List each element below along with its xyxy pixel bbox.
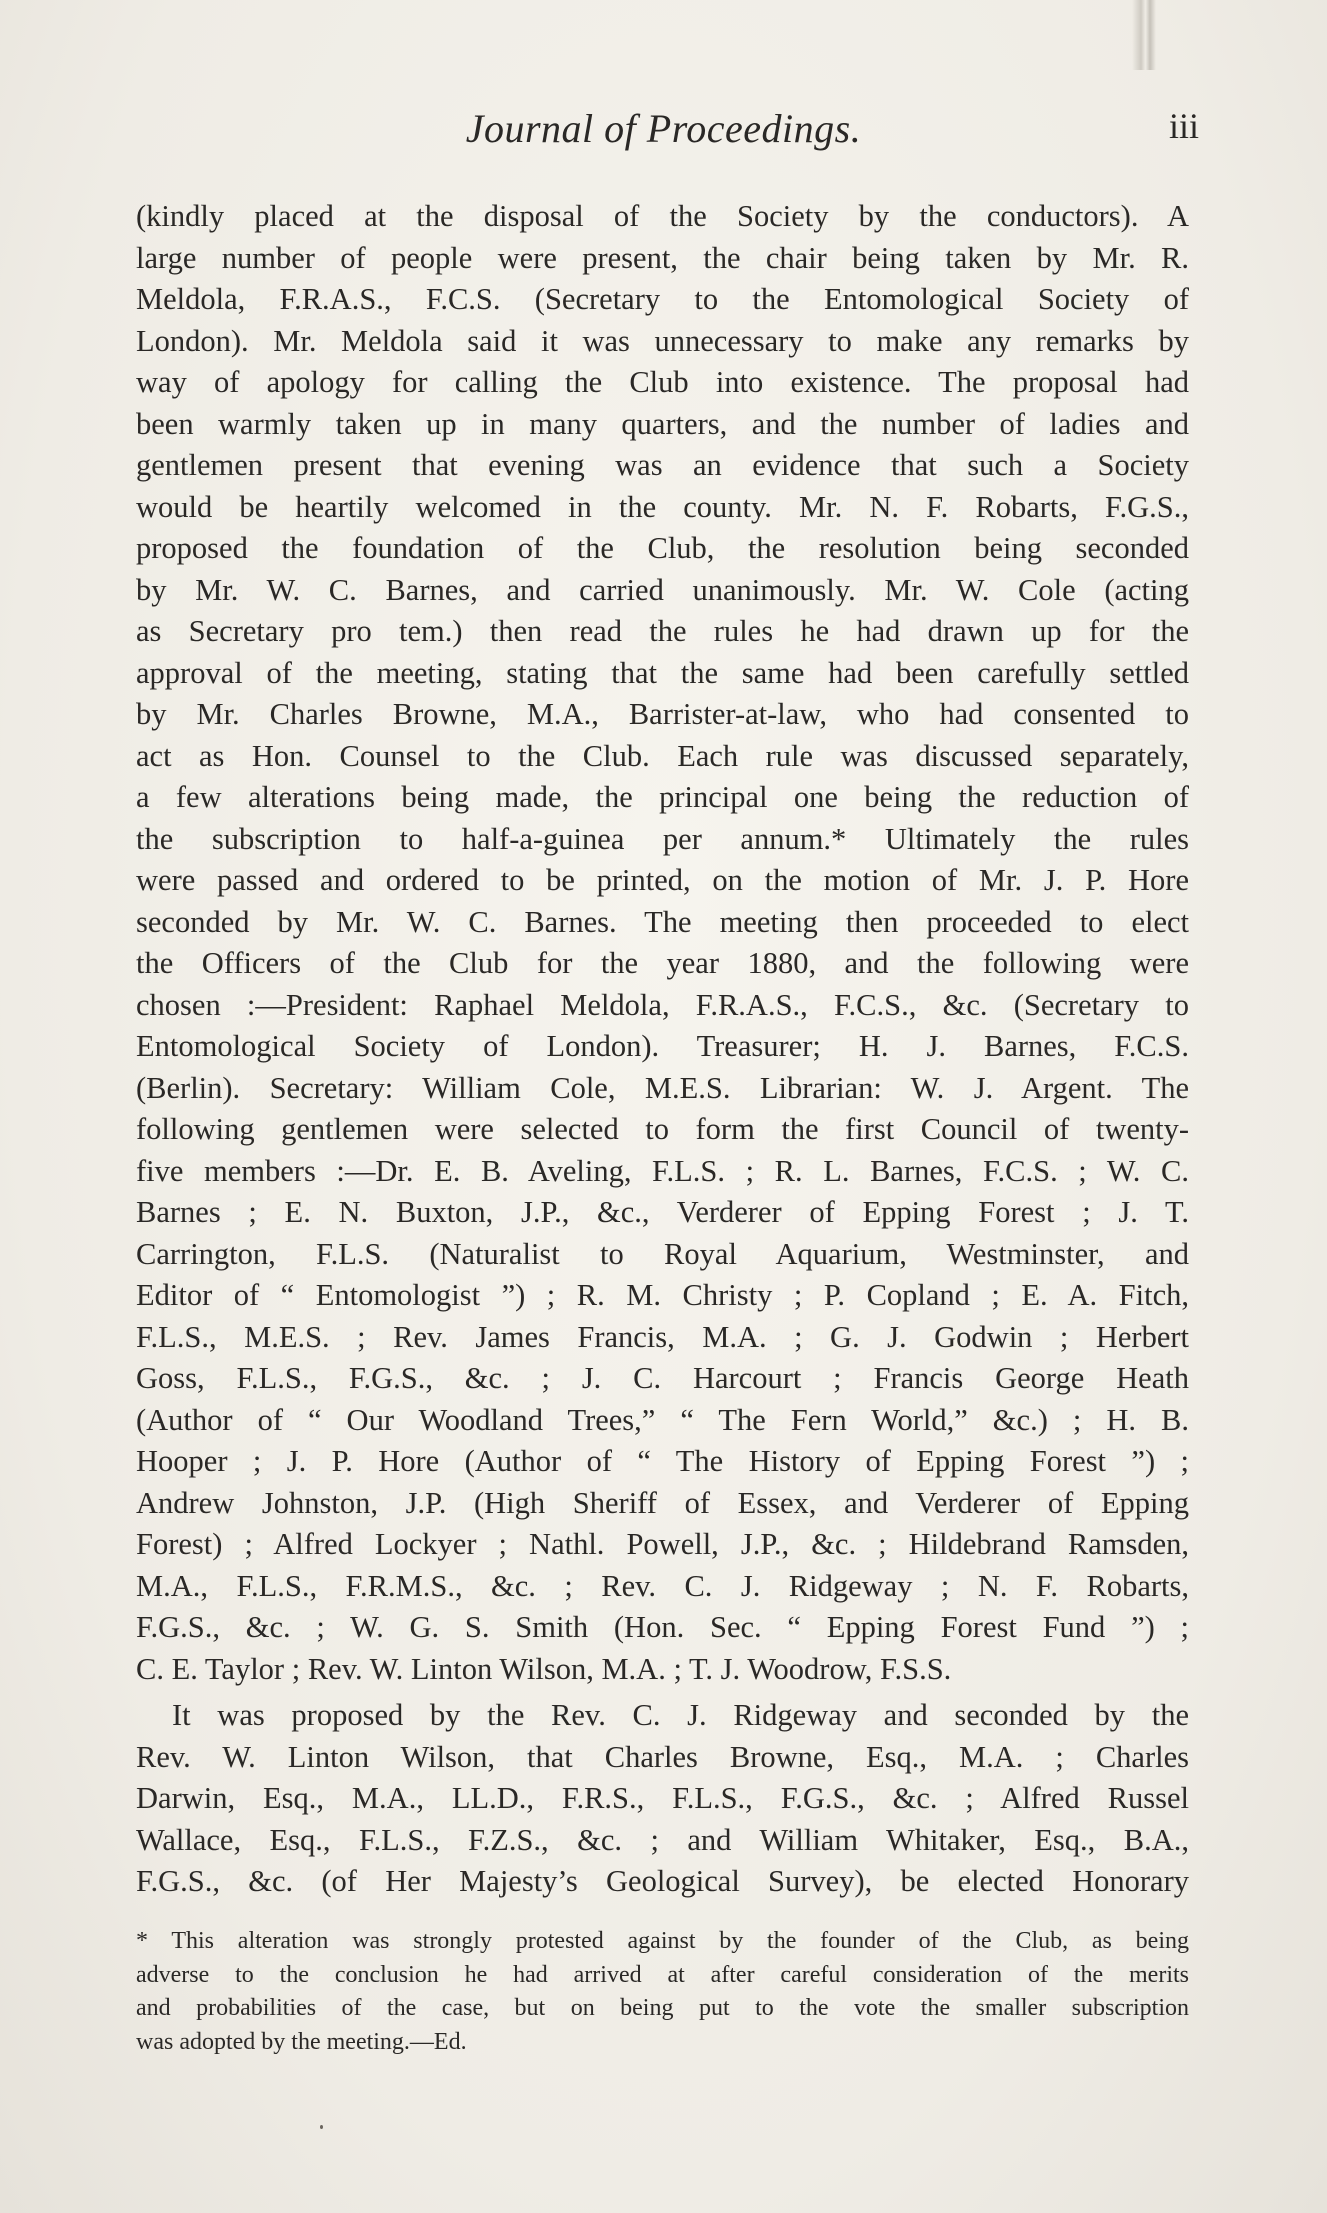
- text-line: Entomological Society of London). Treasurer; H. J. Barnes, F.C.S.: [136, 1029, 1189, 1063]
- text-line: the subscription to half-a-guinea per annum.* Ultimately the rules: [136, 821, 1189, 856]
- text-line: Andrew Johnston, J.P. (High Sheriff of Essex, and Verderer of Epping: [136, 1485, 1189, 1520]
- text-line: It was proposed by the Rev. C. J. Ridgeway and seconded by the: [172, 1698, 1189, 1732]
- text-line: chosen :—President: Raphael Meldola, F.R.A.S., F.C.S., &c. (Secretary to: [136, 987, 1189, 1022]
- text-line: F.G.S., &c. ; W. G. S. Smith (Hon. Sec. “ Epping Forest Fund ”) ;: [136, 1610, 1189, 1644]
- text-line: Darwin, Esq., M.A., LL.D., F.R.S., F.L.S., F.G.S., &c. ; Alfred Russel: [136, 1781, 1189, 1815]
- text-line: seconded by Mr. W. C. Barnes. The meeting then proceeded to elect: [136, 904, 1189, 939]
- text-line: by Mr. W. C. Barnes, and carried unanimously. Mr. W. Cole (acting: [136, 572, 1189, 607]
- text-line: Wallace, Esq., F.L.S., F.Z.S., &c. ; and William Whitaker, Esq., B.A.,: [136, 1822, 1189, 1857]
- text-line: as Secretary pro tem.) then read the rules he had drawn up for the: [136, 614, 1189, 648]
- text-line: following gentlemen were selected to form the first Council of twenty-: [136, 1112, 1189, 1146]
- text-line: M.A., F.L.S., F.R.M.S., &c. ; Rev. C. J. Ridgeway ; N. F. Robarts,: [136, 1568, 1189, 1603]
- text-line: Hooper ; J. P. Hore (Author of “ The History of Epping Forest ”) ;: [136, 1444, 1189, 1478]
- text-line: F.G.S., &c. (of Her Majesty’s Geological Survey), be elected Honorary: [136, 1864, 1189, 1898]
- text-line: Goss, F.L.S., F.G.S., &c. ; J. C. Harcourt ; Francis George Heath: [136, 1361, 1189, 1395]
- text-line: proposed the foundation of the Club, the resolution being seconded: [136, 531, 1189, 565]
- text-line: (Author of “ Our Woodland Trees,” “ The Fern World,” &c.) ; H. B.: [136, 1402, 1189, 1437]
- text-line: F.L.S., M.E.S. ; Rev. James Francis, M.A. ; G. J. Godwin ; Herbert: [136, 1319, 1189, 1354]
- text-line: by Mr. Charles Browne, M.A., Barrister-at-law, who had consented to: [136, 697, 1189, 731]
- ink-speck: [320, 2125, 323, 2129]
- text-line: Rev. W. Linton Wilson, that Charles Browne, Esq., M.A. ; Charles: [136, 1739, 1189, 1774]
- text-line: act as Hon. Counsel to the Club. Each rule was discussed separately,: [136, 738, 1189, 773]
- running-title: Journal of Proceedings.: [465, 106, 862, 151]
- text-line: Forest) ; Alfred Lockyer ; Nathl. Powell, J.P., &c. ; Hildebrand Ramsden,: [136, 1527, 1189, 1561]
- text-line: Barnes ; E. N. Buxton, J.P., &c., Verderer of Epping Forest ; J. T.: [136, 1195, 1189, 1229]
- page-header: [0, 105, 1327, 155]
- text-line: would be heartily welcomed in the county. Mr. N. F. Robarts, F.G.S.,: [136, 489, 1189, 524]
- text-line: way of apology for calling the Club into existence. The proposal had: [136, 365, 1189, 399]
- footnote-line: was adopted by the meeting.—Ed.: [136, 2028, 467, 2055]
- footnote-line: * This alteration was strongly protested against by the founder of the Club, as being: [136, 1928, 1189, 1954]
- text-line: (kindly placed at the disposal of the Society by the conductors). A: [136, 199, 1189, 233]
- main-paragraph: [136, 196, 1189, 1690]
- text-line: Editor of “ Entomologist ”) ; R. M. Christy ; P. Copland ; E. A. Fitch,: [136, 1278, 1189, 1312]
- footnote-line: and probabilities of the case, but on being put to the vote the smaller subscription: [136, 1995, 1189, 2021]
- text-line: London). Mr. Meldola said it was unnecessary to make any remarks by: [136, 323, 1189, 358]
- text-line: five members :—Dr. E. B. Aveling, F.L.S. ; R. L. Barnes, F.C.S. ; W. C.: [136, 1153, 1189, 1188]
- text-line: a few alterations being made, the principal one being the reduction of: [136, 780, 1189, 814]
- text-line: C. E. Taylor ; Rev. W. Linton Wilson, M.A. ; T. J. Woodrow, F.S.S.: [136, 1651, 952, 1686]
- page-number: iii: [1168, 106, 1199, 146]
- page-edge-mark: [1132, 0, 1162, 70]
- footnote: [136, 1925, 1189, 2059]
- text-line: been warmly taken up in many quarters, and the number of ladies and: [136, 406, 1189, 441]
- text-line: were passed and ordered to be printed, on the motion of Mr. J. P. Hore: [136, 863, 1189, 897]
- text-line: large number of people were present, the chair being taken by Mr. R.: [136, 240, 1189, 275]
- second-paragraph: [136, 1695, 1189, 1903]
- text-line: gentlemen present that evening was an evidence that such a Society: [136, 448, 1189, 482]
- text-line: approval of the meeting, stating that the same had been carefully settled: [136, 655, 1189, 690]
- text-line: the Officers of the Club for the year 1880, and the following were: [136, 946, 1189, 980]
- text-line: (Berlin). Secretary: William Cole, M.E.S. Librarian: W. J. Argent. The: [136, 1070, 1189, 1105]
- footnote-line: adverse to the conclusion he had arrived at after careful consideration of the merits: [136, 1961, 1189, 1988]
- text-line: Meldola, F.R.A.S., F.C.S. (Secretary to the Entomological Society of: [136, 282, 1189, 316]
- text-line: Carrington, F.L.S. (Naturalist to Royal Aquarium, Westminster, and: [136, 1236, 1189, 1271]
